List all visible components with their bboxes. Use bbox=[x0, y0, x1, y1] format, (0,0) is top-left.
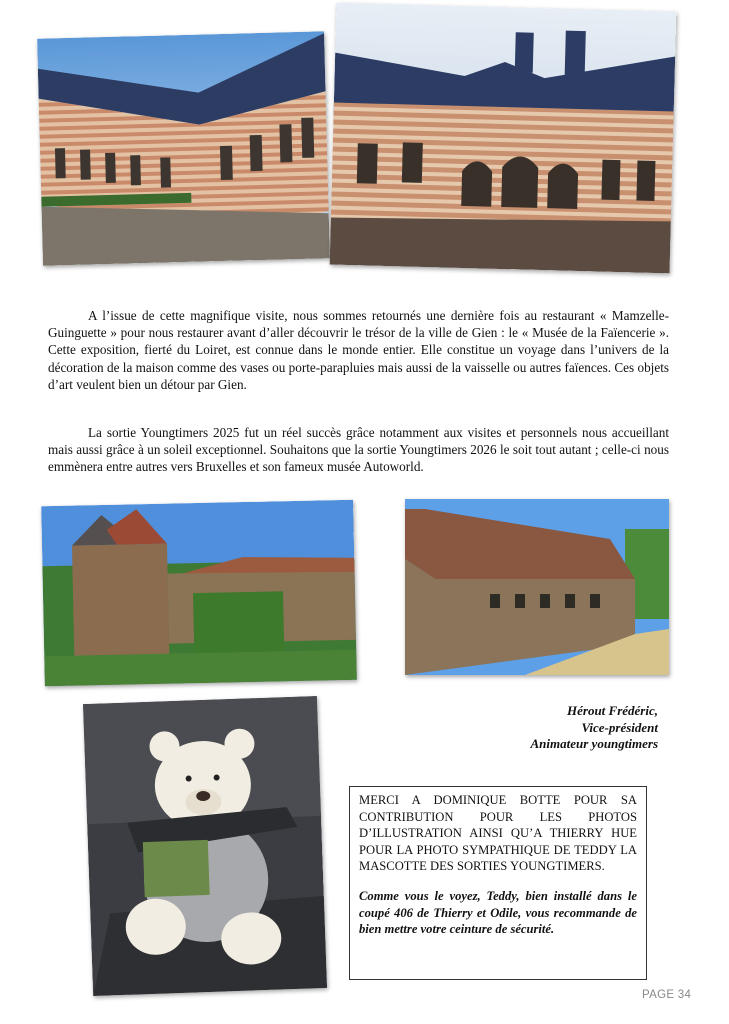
paragraph-youngtimers-summary: La sortie Youngtimers 2025 fut un réel succès grâce notamment aux visites et personnels nous accueillant mais aussi grâce à un soleil exceptionnel. Souhaitons que la sortie Youngtimers 2026 le soit tout autant ; celle-ci nous emmènera entre autres vers Bruxelles et son fameux musée Autoworld. bbox=[48, 425, 669, 475]
paragraph-gien-visit: A l’issue de cette magnifique visite, nous sommes retournés une dernière fois au restaurant « Mamzelle-Guinguette » pour nous restaurer avant d’aller découvrir le trésor de la ville de Gien : le « Musée de la Faïencerie ». Cette exposition, fierté du Loiret, est connue dans le monde entier. Elle constitue un voyage dans l’univers de la décoration de la maison comme des vases ou porte-parapluies mais aussi de la vaisselle ou autres faïences. Ces objets d’art veulent bien un détour par Gien. bbox=[48, 308, 669, 392]
signature-role: Vice-président bbox=[581, 719, 658, 735]
signature-title: Animateur youngtimers bbox=[530, 736, 658, 751]
page-number: PAGE 34 bbox=[642, 989, 692, 1001]
guedelon-tower-photo bbox=[41, 500, 357, 686]
thanks-text: MERCI A DOMINIQUE BOTTE POUR SA CONTRIBUTION POUR LES PHOTOS D’ILLUSTRATION AINSI QU’A THIERRY HUE POUR LA PHOTO SYMPATHIQUE DE TEDDY LA MASCOTTE DES SORTIES YOUNGTIMERS. bbox=[359, 793, 637, 874]
teddy-mascot-photo bbox=[83, 696, 327, 996]
signature-name: Hérout Frédéric, bbox=[567, 703, 658, 718]
teddy-note: Comme vous le voyez, Teddy, bien installé dans le coupé 406 de Thierry et Odile, vous recommande de bien mettre votre ceinture de sécurité. bbox=[359, 888, 637, 937]
signature-block bbox=[531, 703, 659, 753]
thanks-box bbox=[349, 786, 647, 980]
chateau-rotunda-photo bbox=[330, 3, 677, 274]
chateau-courtyard-photo bbox=[37, 31, 330, 265]
guedelon-courtyard-photo bbox=[405, 499, 669, 675]
